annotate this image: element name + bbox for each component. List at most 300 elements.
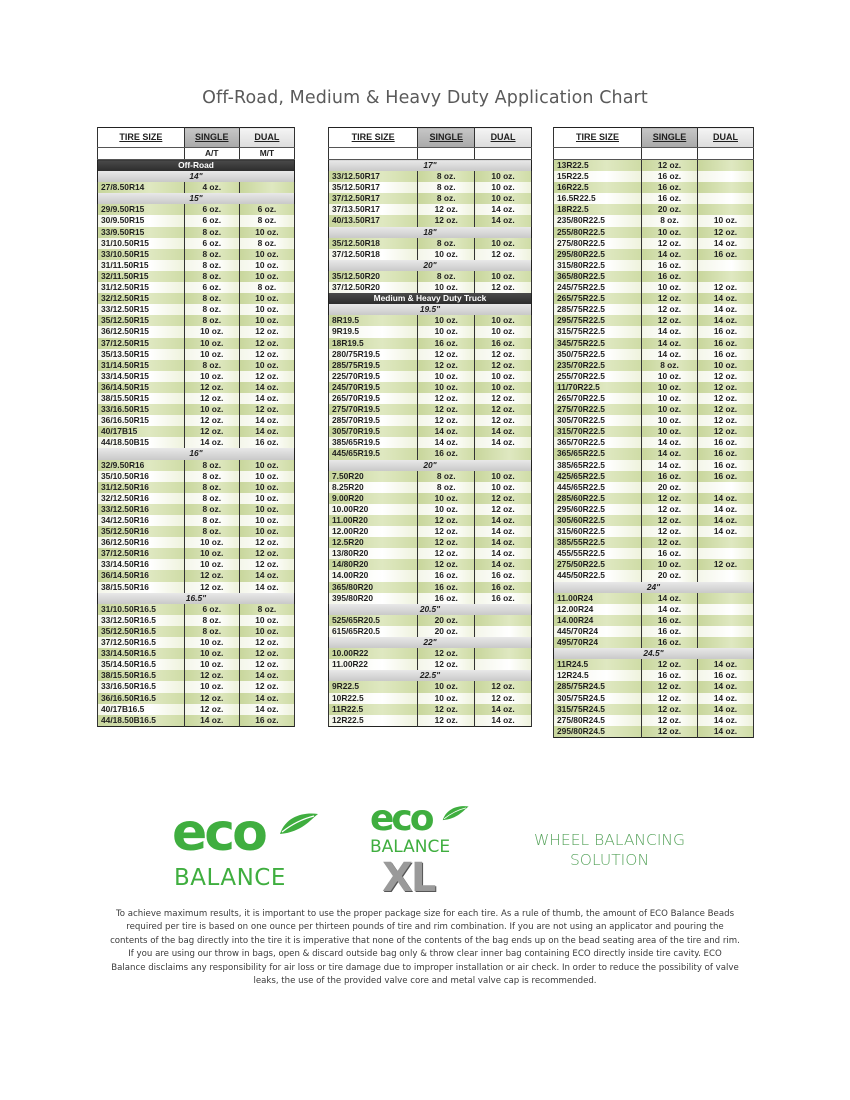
single-amount-cell: 4 oz. bbox=[184, 182, 239, 193]
dual-amount-cell: 16 oz. bbox=[698, 249, 754, 260]
tire-row bbox=[554, 282, 754, 293]
tire-row bbox=[329, 493, 532, 504]
dual-amount-cell bbox=[698, 182, 754, 193]
subheader-single bbox=[418, 148, 475, 160]
single-amount-cell: 10 oz. bbox=[418, 493, 475, 504]
dual-amount-cell: 10 oz. bbox=[239, 271, 294, 282]
tire-size-cell: 11R22.5 bbox=[329, 704, 418, 715]
tire-row bbox=[329, 215, 532, 226]
tire-size-cell: 35/10.50R16 bbox=[98, 471, 185, 482]
single-amount-cell: 8 oz. bbox=[184, 615, 239, 626]
rim-size-section-row bbox=[554, 648, 754, 659]
single-amount-cell: 14 oz. bbox=[642, 338, 698, 349]
tire-size-cell: 36/16.50R15 bbox=[98, 415, 185, 426]
dual-amount-cell: 14 oz. bbox=[239, 693, 294, 704]
tire-row bbox=[98, 493, 295, 504]
tire-row bbox=[554, 482, 754, 493]
tire-size-cell: 14/80R20 bbox=[329, 559, 418, 570]
dual-amount-cell: 12 oz. bbox=[239, 648, 294, 659]
application-table-2 bbox=[328, 127, 532, 727]
dual-amount-cell: 14 oz. bbox=[698, 726, 754, 738]
tire-size-cell: 285/75R22.5 bbox=[554, 304, 642, 315]
tire-size-cell: 385/65R19.5 bbox=[329, 437, 418, 448]
dual-amount-cell: 14 oz. bbox=[475, 704, 532, 715]
tire-row bbox=[554, 715, 754, 726]
single-amount-cell: 8 oz. bbox=[642, 360, 698, 371]
single-amount-cell: 12 oz. bbox=[642, 526, 698, 537]
subheader-single: A/T bbox=[184, 148, 239, 160]
dual-amount-cell: 12 oz. bbox=[698, 382, 754, 393]
single-amount-cell: 6 oz. bbox=[184, 604, 239, 615]
dual-amount-cell: 14 oz. bbox=[475, 215, 532, 226]
tire-row bbox=[554, 227, 754, 238]
tire-size-cell: 33/9.50R15 bbox=[98, 227, 185, 238]
tire-size-cell: 12.00R24 bbox=[554, 604, 642, 615]
tire-size-cell: 33/12.50R17 bbox=[329, 171, 418, 182]
tire-size-cell: 10.00R20 bbox=[329, 504, 418, 515]
table-body bbox=[98, 160, 295, 727]
dual-amount-cell: 14 oz. bbox=[475, 204, 532, 215]
dual-amount-cell: 14 oz. bbox=[239, 415, 294, 426]
dual-amount-cell: 14 oz. bbox=[475, 426, 532, 437]
dual-amount-cell: 12 oz. bbox=[698, 404, 754, 415]
logo-eco-text: eco bbox=[172, 803, 265, 863]
single-amount-cell: 12 oz. bbox=[418, 360, 475, 371]
tire-size-cell: 38/15.50R15 bbox=[98, 393, 185, 404]
tire-row bbox=[329, 537, 532, 548]
tire-row bbox=[554, 626, 754, 637]
tire-row bbox=[98, 271, 295, 282]
tire-size-cell: 525/65R20.5 bbox=[329, 615, 418, 626]
dual-amount-cell: 12 oz. bbox=[475, 249, 532, 260]
single-amount-cell: 10 oz. bbox=[642, 227, 698, 238]
dual-amount-cell: 16 oz. bbox=[698, 448, 754, 459]
category-band-row bbox=[329, 293, 532, 304]
tire-row bbox=[554, 704, 754, 715]
tire-row bbox=[554, 537, 754, 548]
single-amount-cell: 8 oz. bbox=[184, 515, 239, 526]
single-amount-cell: 14 oz. bbox=[418, 437, 475, 448]
dual-amount-cell: 16 oz. bbox=[698, 471, 754, 482]
single-amount-cell: 8 oz. bbox=[184, 460, 239, 471]
dual-amount-cell: 14 oz. bbox=[698, 693, 754, 704]
tire-row bbox=[554, 271, 754, 282]
table-subheader-row bbox=[554, 148, 754, 160]
dual-amount-cell: 16 oz. bbox=[698, 338, 754, 349]
dual-amount-cell: 12 oz. bbox=[239, 637, 294, 648]
tire-row bbox=[554, 493, 754, 504]
dual-amount-cell: 16 oz. bbox=[239, 437, 294, 448]
rim-size-label: 22" bbox=[329, 637, 532, 648]
tire-size-cell: 305/70R19.5 bbox=[329, 426, 418, 437]
tire-size-cell: 11/70R22.5 bbox=[554, 382, 642, 393]
tire-size-cell: 37/12.50R15 bbox=[98, 338, 185, 349]
table-header-row bbox=[98, 128, 295, 148]
dual-amount-cell: 14 oz. bbox=[698, 515, 754, 526]
dual-amount-cell bbox=[698, 637, 754, 648]
tire-row bbox=[554, 526, 754, 537]
tire-row bbox=[554, 182, 754, 193]
tire-row bbox=[554, 570, 754, 581]
tire-size-cell: 33/12.50R15 bbox=[98, 304, 185, 315]
tire-size-cell: 38/15.50R16.5 bbox=[98, 670, 185, 681]
single-amount-cell: 12 oz. bbox=[418, 648, 475, 659]
dual-amount-cell: 10 oz. bbox=[475, 271, 532, 282]
page-title: Off-Road, Medium & Heavy Duty Application Chart bbox=[202, 88, 648, 108]
tire-size-cell: 33/12.50R16 bbox=[98, 504, 185, 515]
dual-amount-cell: 10 oz. bbox=[239, 293, 294, 304]
tire-size-cell: 245/70R19.5 bbox=[329, 382, 418, 393]
tagline-line-2: SOLUTION bbox=[569, 851, 650, 869]
tire-size-cell: 295/75R22.5 bbox=[554, 315, 642, 326]
logo-balance-text: BALANCE bbox=[174, 865, 286, 891]
single-amount-cell: 16 oz. bbox=[642, 182, 698, 193]
tire-size-cell: 265/70R19.5 bbox=[329, 393, 418, 404]
single-amount-cell: 12 oz. bbox=[418, 404, 475, 415]
tire-row bbox=[98, 637, 295, 648]
tire-row bbox=[329, 693, 532, 704]
single-amount-cell: 10 oz. bbox=[184, 326, 239, 337]
tire-size-cell: 365/80R22.5 bbox=[554, 271, 642, 282]
single-amount-cell: 8 oz. bbox=[642, 215, 698, 226]
dual-amount-cell: 10 oz. bbox=[239, 227, 294, 238]
tire-size-cell: 18R22.5 bbox=[554, 204, 642, 215]
tire-row bbox=[554, 415, 754, 426]
tire-size-cell: 7.50R20 bbox=[329, 471, 418, 482]
tire-row bbox=[98, 604, 295, 615]
single-amount-cell: 10 oz. bbox=[418, 681, 475, 692]
tire-size-cell: 385/55R22.5 bbox=[554, 537, 642, 548]
tire-row bbox=[554, 726, 754, 738]
single-amount-cell: 12 oz. bbox=[184, 415, 239, 426]
tire-size-cell: 35/14.50R16.5 bbox=[98, 659, 185, 670]
tire-row bbox=[329, 182, 532, 193]
single-amount-cell: 10 oz. bbox=[418, 504, 475, 515]
tire-size-cell: 33/12.50R16.5 bbox=[98, 615, 185, 626]
tire-row bbox=[329, 615, 532, 626]
single-amount-cell: 12 oz. bbox=[418, 393, 475, 404]
tire-row bbox=[329, 570, 532, 581]
tire-row bbox=[98, 360, 295, 371]
dual-amount-cell: 10 oz. bbox=[239, 626, 294, 637]
dual-amount-cell: 14 oz. bbox=[239, 393, 294, 404]
dual-amount-cell bbox=[698, 615, 754, 626]
tire-row bbox=[554, 404, 754, 415]
tire-row bbox=[329, 526, 532, 537]
tire-size-cell: 11.00R24 bbox=[554, 593, 642, 604]
rim-size-label: 24" bbox=[554, 582, 754, 593]
tire-size-cell: 8.25R20 bbox=[329, 482, 418, 493]
single-amount-cell: 12 oz. bbox=[184, 426, 239, 437]
dual-amount-cell bbox=[239, 182, 294, 193]
dual-amount-cell: 10 oz. bbox=[698, 360, 754, 371]
tire-size-cell: 245/75R22.5 bbox=[554, 282, 642, 293]
single-amount-cell: 8 oz. bbox=[418, 271, 475, 282]
tire-row bbox=[98, 238, 295, 249]
tire-size-cell: 265/70R22.5 bbox=[554, 393, 642, 404]
dual-amount-cell: 12 oz. bbox=[698, 393, 754, 404]
tire-size-cell: 35/12.50R17 bbox=[329, 182, 418, 193]
tire-row bbox=[98, 371, 295, 382]
subheader-dual bbox=[475, 148, 532, 160]
rim-size-section-row bbox=[329, 260, 532, 271]
tire-row bbox=[329, 415, 532, 426]
single-amount-cell: 12 oz. bbox=[418, 526, 475, 537]
dual-amount-cell: 10 oz. bbox=[239, 493, 294, 504]
dual-amount-cell: 10 oz. bbox=[239, 471, 294, 482]
tire-size-cell: 11R24.5 bbox=[554, 659, 642, 670]
single-amount-cell: 20 oz. bbox=[642, 570, 698, 581]
tire-row bbox=[554, 382, 754, 393]
dual-amount-cell bbox=[475, 659, 532, 670]
single-amount-cell: 14 oz. bbox=[418, 426, 475, 437]
tire-row bbox=[329, 349, 532, 360]
dual-amount-cell: 12 oz. bbox=[239, 537, 294, 548]
tire-row bbox=[98, 282, 295, 293]
single-amount-cell: 20 oz. bbox=[418, 615, 475, 626]
tire-size-cell: 285/70R19.5 bbox=[329, 415, 418, 426]
tire-size-cell: 30/9.50R15 bbox=[98, 215, 185, 226]
dual-amount-cell: 12 oz. bbox=[239, 371, 294, 382]
tire-row bbox=[554, 437, 754, 448]
single-amount-cell: 10 oz. bbox=[418, 326, 475, 337]
dual-amount-cell bbox=[698, 593, 754, 604]
tire-size-cell: 37/12.50R20 bbox=[329, 282, 418, 293]
tire-size-cell: 295/60R22.5 bbox=[554, 504, 642, 515]
tire-size-cell: 31/10.50R16.5 bbox=[98, 604, 185, 615]
single-amount-cell: 8 oz. bbox=[184, 293, 239, 304]
single-amount-cell: 12 oz. bbox=[418, 537, 475, 548]
tire-size-cell: 495/70R24 bbox=[554, 637, 642, 648]
dual-amount-cell: 14 oz. bbox=[475, 437, 532, 448]
category-label: Medium & Heavy Duty Truck bbox=[329, 293, 532, 304]
rim-size-section-row bbox=[98, 593, 295, 604]
header-single: SINGLE bbox=[642, 128, 698, 148]
tire-size-cell: 395/80R20 bbox=[329, 593, 418, 604]
category-band-row bbox=[98, 160, 295, 172]
tire-size-cell: 225/70R19.5 bbox=[329, 371, 418, 382]
logo-eco-text: eco bbox=[370, 798, 432, 839]
single-amount-cell: 16 oz. bbox=[418, 582, 475, 593]
tire-size-cell: 13R22.5 bbox=[554, 160, 642, 172]
single-amount-cell: 14 oz. bbox=[642, 249, 698, 260]
tire-size-cell: 16.5R22.5 bbox=[554, 193, 642, 204]
tire-size-cell: 12.00R20 bbox=[329, 526, 418, 537]
header-single: SINGLE bbox=[184, 128, 239, 148]
subheader-dual: M/T bbox=[239, 148, 294, 160]
table-header-row bbox=[329, 128, 532, 148]
tire-row bbox=[329, 648, 532, 659]
tire-row bbox=[329, 626, 532, 637]
dual-amount-cell: 10 oz. bbox=[239, 304, 294, 315]
tire-size-cell: 615/65R20.5 bbox=[329, 626, 418, 637]
single-amount-cell: 6 oz. bbox=[184, 238, 239, 249]
tire-size-cell: 37/12.50R16 bbox=[98, 548, 185, 559]
tire-row bbox=[329, 249, 532, 260]
dual-amount-cell: 10 oz. bbox=[239, 482, 294, 493]
single-amount-cell: 10 oz. bbox=[184, 548, 239, 559]
single-amount-cell: 12 oz. bbox=[418, 204, 475, 215]
tire-row bbox=[329, 360, 532, 371]
single-amount-cell: 12 oz. bbox=[642, 493, 698, 504]
rim-size-section-row bbox=[98, 171, 295, 182]
single-amount-cell: 8 oz. bbox=[184, 260, 239, 271]
tire-size-cell: 36/14.50R15 bbox=[98, 382, 185, 393]
dual-amount-cell bbox=[698, 548, 754, 559]
dual-amount-cell: 14 oz. bbox=[239, 382, 294, 393]
dual-amount-cell: 12 oz. bbox=[239, 349, 294, 360]
tire-row bbox=[554, 338, 754, 349]
single-amount-cell: 12 oz. bbox=[642, 238, 698, 249]
dual-amount-cell: 12 oz. bbox=[698, 426, 754, 437]
dual-amount-cell: 14 oz. bbox=[475, 715, 532, 727]
dual-amount-cell: 12 oz. bbox=[698, 559, 754, 570]
tire-row bbox=[554, 659, 754, 670]
single-amount-cell: 10 oz. bbox=[184, 371, 239, 382]
tire-row bbox=[554, 293, 754, 304]
subheader-blank bbox=[329, 148, 418, 160]
single-amount-cell: 12 oz. bbox=[418, 559, 475, 570]
tire-row bbox=[98, 293, 295, 304]
single-amount-cell: 16 oz. bbox=[642, 171, 698, 182]
single-amount-cell: 10 oz. bbox=[418, 382, 475, 393]
rim-size-section-row bbox=[98, 448, 295, 459]
single-amount-cell: 16 oz. bbox=[642, 615, 698, 626]
single-amount-cell: 10 oz. bbox=[184, 349, 239, 360]
tire-row bbox=[554, 326, 754, 337]
tire-size-cell: 31/12.50R15 bbox=[98, 282, 185, 293]
application-table-3 bbox=[553, 127, 754, 738]
tire-row bbox=[554, 471, 754, 482]
dual-amount-cell: 14 oz. bbox=[698, 715, 754, 726]
tire-row bbox=[554, 460, 754, 471]
tire-size-cell: 18R19.5 bbox=[329, 338, 418, 349]
tire-row bbox=[98, 570, 295, 581]
single-amount-cell: 16 oz. bbox=[642, 271, 698, 282]
tire-size-cell: 295/80R22.5 bbox=[554, 249, 642, 260]
single-amount-cell: 12 oz. bbox=[642, 715, 698, 726]
tire-row bbox=[554, 670, 754, 681]
tire-size-cell: 13/80R20 bbox=[329, 548, 418, 559]
tire-size-cell: 12R22.5 bbox=[329, 715, 418, 727]
dual-amount-cell bbox=[698, 626, 754, 637]
tire-size-cell: 31/10.50R15 bbox=[98, 238, 185, 249]
tire-size-cell: 315/60R22.5 bbox=[554, 526, 642, 537]
dual-amount-cell: 10 oz. bbox=[475, 193, 532, 204]
tire-row bbox=[98, 415, 295, 426]
dual-amount-cell: 14 oz. bbox=[698, 493, 754, 504]
single-amount-cell: 12 oz. bbox=[642, 659, 698, 670]
single-amount-cell: 12 oz. bbox=[184, 570, 239, 581]
single-amount-cell: 12 oz. bbox=[184, 382, 239, 393]
dual-amount-cell bbox=[698, 260, 754, 271]
dual-amount-cell: 16 oz. bbox=[239, 715, 294, 727]
single-amount-cell: 10 oz. bbox=[642, 404, 698, 415]
dual-amount-cell: 10 oz. bbox=[239, 360, 294, 371]
single-amount-cell: 12 oz. bbox=[642, 537, 698, 548]
tire-row bbox=[554, 637, 754, 648]
rim-size-section-row bbox=[329, 160, 532, 172]
single-amount-cell: 8 oz. bbox=[418, 238, 475, 249]
rim-size-label: 17" bbox=[329, 160, 532, 172]
tire-row bbox=[98, 559, 295, 570]
dual-amount-cell: 14 oz. bbox=[698, 659, 754, 670]
logo-balance-text: BALANCE bbox=[370, 837, 451, 857]
tire-row bbox=[98, 304, 295, 315]
dual-amount-cell: 10 oz. bbox=[475, 315, 532, 326]
tire-size-cell: 275/80R22.5 bbox=[554, 238, 642, 249]
tire-size-cell: 345/75R22.5 bbox=[554, 338, 642, 349]
tire-size-cell: 315/70R22.5 bbox=[554, 426, 642, 437]
dual-amount-cell bbox=[698, 537, 754, 548]
single-amount-cell: 12 oz. bbox=[642, 515, 698, 526]
rim-size-label: 18" bbox=[329, 227, 532, 238]
disclaimer-text: To achieve maximum results, it is important to use the proper package size for each tire. As a rule of thumb, the amount of ECO Balance Beads required per tire is based on one ounce per thirteen pounds of tire and rim combination. If you are not using an applicator and pouring the contents of the bag directly into the tire it is imperative that none of the contents of the bag ends up on the bead seating area of the tire and rim. If you are using our throw in bags, open & discard outside bag only & throw clear inner bag containing ECO directly inside tire cavity. ECO Balance disclaims any responsibility for air loss or tire damage due to improper installation or air check. In order to reduce the possibility of valve leaks, the use of the provided valve core and metal valve cap is recommended. bbox=[110, 909, 740, 987]
tire-size-cell: 285/60R22.5 bbox=[554, 493, 642, 504]
tire-row bbox=[98, 681, 295, 692]
single-amount-cell: 20 oz. bbox=[642, 204, 698, 215]
single-amount-cell: 8 oz. bbox=[184, 626, 239, 637]
dual-amount-cell: 14 oz. bbox=[239, 670, 294, 681]
dual-amount-cell: 16 oz. bbox=[698, 326, 754, 337]
dual-amount-cell: 10 oz. bbox=[475, 326, 532, 337]
dual-amount-cell: 10 oz. bbox=[239, 260, 294, 271]
tire-row bbox=[554, 315, 754, 326]
tire-row bbox=[329, 393, 532, 404]
tire-row bbox=[554, 504, 754, 515]
dual-amount-cell: 6 oz. bbox=[239, 204, 294, 215]
dual-amount-cell: 16 oz. bbox=[475, 570, 532, 581]
tire-row bbox=[329, 326, 532, 337]
dual-amount-cell bbox=[698, 482, 754, 493]
single-amount-cell: 8 oz. bbox=[184, 482, 239, 493]
single-amount-cell: 8 oz. bbox=[184, 227, 239, 238]
single-amount-cell: 12 oz. bbox=[418, 704, 475, 715]
single-amount-cell: 8 oz. bbox=[184, 249, 239, 260]
tire-row bbox=[554, 304, 754, 315]
single-amount-cell: 12 oz. bbox=[642, 681, 698, 692]
tire-size-cell: 11.00R22 bbox=[329, 659, 418, 670]
tire-size-cell: 275/80R24.5 bbox=[554, 715, 642, 726]
tire-row bbox=[98, 626, 295, 637]
dual-amount-cell bbox=[698, 171, 754, 182]
tire-row bbox=[554, 426, 754, 437]
tagline-line-1: WHEEL BALANCING bbox=[533, 831, 686, 849]
single-amount-cell: 12 oz. bbox=[184, 393, 239, 404]
single-amount-cell: 8 oz. bbox=[184, 526, 239, 537]
single-amount-cell: 10 oz. bbox=[418, 282, 475, 293]
tire-size-cell: 255/80R22.5 bbox=[554, 227, 642, 238]
dual-amount-cell: 12 oz. bbox=[239, 659, 294, 670]
tire-size-cell: 35/12.50R16.5 bbox=[98, 626, 185, 637]
tire-size-cell: 445/50R22.5 bbox=[554, 570, 642, 581]
single-amount-cell: 10 oz. bbox=[184, 537, 239, 548]
tire-row bbox=[329, 582, 532, 593]
dual-amount-cell: 14 oz. bbox=[698, 304, 754, 315]
category-label: Off-Road bbox=[98, 160, 295, 172]
single-amount-cell: 10 oz. bbox=[642, 415, 698, 426]
tire-row bbox=[554, 615, 754, 626]
rim-size-label: 15" bbox=[98, 193, 295, 204]
tire-row bbox=[329, 704, 532, 715]
tire-size-cell: 40/17B15 bbox=[98, 426, 185, 437]
single-amount-cell: 20 oz. bbox=[642, 482, 698, 493]
subheader-single bbox=[642, 148, 698, 160]
dual-amount-cell: 8 oz. bbox=[239, 238, 294, 249]
single-amount-cell: 16 oz. bbox=[642, 626, 698, 637]
rim-size-label: 20.5" bbox=[329, 604, 532, 615]
tire-row bbox=[554, 349, 754, 360]
